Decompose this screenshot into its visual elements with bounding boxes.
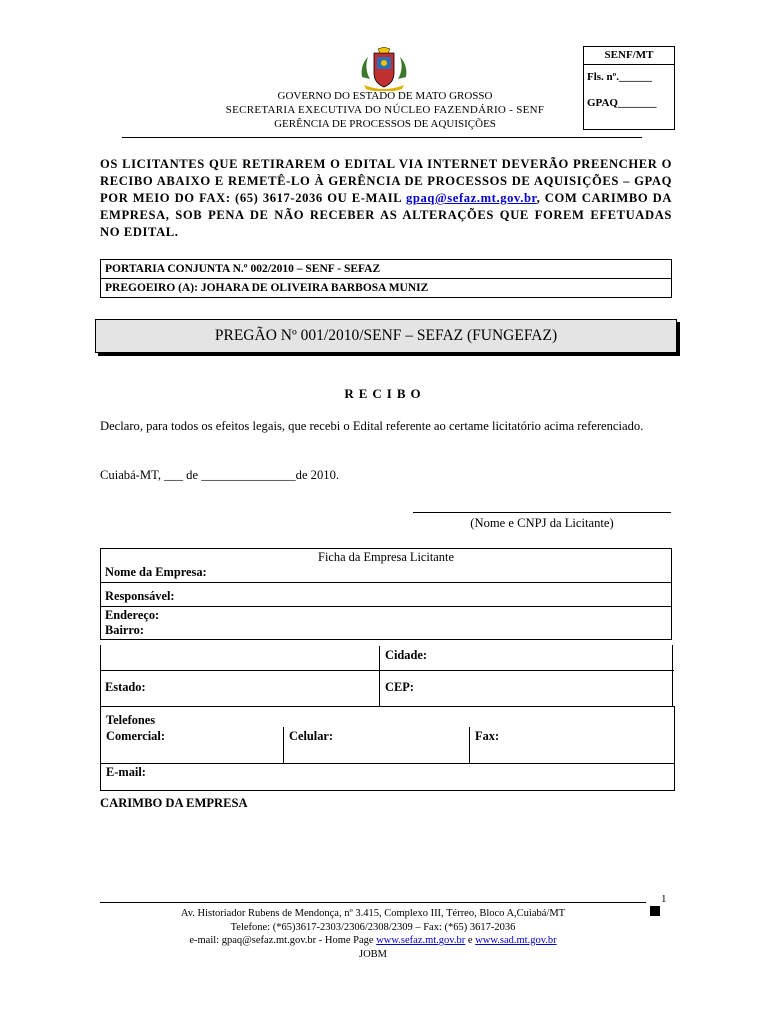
footer-block: [100, 907, 646, 961]
notice-email-link[interactable]: gpaq@sefaz.mt.gov.br: [405, 191, 537, 205]
comercial-label[interactable]: Comercial:: [106, 729, 165, 743]
notice-paragraph: [100, 156, 672, 241]
address-row-line: [100, 670, 674, 671]
endereco-label: Endereço:: [105, 608, 160, 622]
header-secretaria: SECRETARIA EXECUTIVA DO NÚCLEO FAZENDÁRIO - SENF: [225, 104, 545, 116]
portaria-box: [100, 259, 672, 298]
celular-label[interactable]: Celular:: [289, 729, 334, 743]
fls-field: Fls. nº.______: [587, 71, 653, 83]
footer-phones: Telefone: (*65)3617-2303/2306/2308/2309 – Fax: (*65) 3617-2036: [230, 921, 516, 933]
footer-initials: JOBM: [358, 948, 387, 960]
ficha-title-cell: [101, 549, 672, 583]
date-line: Cuiabá-MT, ___ de _______________de 2010.: [100, 468, 340, 482]
address-divider: [379, 646, 380, 706]
coat-of-arms-icon: [358, 47, 410, 91]
tel-divider-2: [469, 727, 470, 763]
endereco-field[interactable]: [101, 607, 672, 640]
address-top: [100, 646, 674, 647]
ficha-empresa-table: [100, 548, 672, 640]
ficha-title: Ficha da Empresa Licitante: [318, 550, 454, 564]
footer-email: e-mail: gpaq@sefaz.mt.gov.br - Home Page: [189, 935, 374, 946]
pregoeiro-line: PREGOEIRO (A): JOHARA DE OLIVEIRA BARBOSA MUNIZ: [101, 278, 671, 297]
notice-text-after: , COM CARIMBO DA EMPRESA, SOB PENA DE NÃO RECEBER AS ALTERAÇÕES QUE FOREM EFETUADAS NO EDITAL.: [100, 191, 673, 239]
senf-title: SENF/MT: [584, 47, 674, 65]
pregao-title: PREGÃO Nº 001/2010/SENF – SEFAZ (FUNGEFAZ): [95, 319, 677, 353]
notice-text: OS LICITANTES QUE RETIRAREM O EDITAL VIA INTERNET DEVERÃO PREENCHER O RECIBO ABAIXO E REMETÊ-LO À GERÊNCIA DE PROCESSOS DE AQUISIÇÕES – GPAQ POR MEIO DO FAX: (65) 3617-2036 OU E-MAIL: [100, 157, 672, 205]
telefones-block: [100, 706, 675, 791]
gpaq-field: GPAQ_______: [587, 97, 657, 109]
nome-empresa-label: Nome da Empresa:: [105, 565, 207, 579]
footer-separator: [100, 902, 646, 903]
estado-label[interactable]: Estado:: [105, 680, 146, 694]
cep-label[interactable]: CEP:: [385, 680, 414, 694]
cidade-label[interactable]: Cidade:: [385, 648, 427, 662]
telefones-label: Telefones: [106, 713, 156, 727]
header-government: GOVERNO DO ESTADO DE MATO GROSSO: [277, 90, 493, 102]
header-gerencia: GERÊNCIA DE PROCESSOS DE AQUISIÇÕES: [274, 118, 496, 130]
footer-and: e: [467, 935, 473, 946]
portaria-line: PORTARIA CONJUNTA N.º 002/2010 – SENF - SEFAZ: [105, 263, 381, 275]
carimbo-label: CARIMBO DA EMPRESA: [100, 796, 248, 810]
address-grid: [100, 646, 674, 706]
email-bottom-line: [101, 790, 674, 791]
tel-divider-1: [283, 727, 284, 763]
address-left-border: [100, 645, 101, 706]
bairro-label: Bairro:: [105, 623, 144, 637]
header-separator: [122, 137, 642, 138]
declaro-paragraph: Declaro, para todos os efeitos legais, que recebi o Edital referente ao certame licitatório acima referenciado.: [100, 419, 644, 433]
fax-label[interactable]: Fax:: [475, 729, 500, 743]
spacer: [101, 640, 672, 641]
address-right-border: [672, 645, 673, 706]
black-square-marker: [650, 906, 660, 916]
responsavel-field[interactable]: Responsável:: [101, 583, 672, 607]
page-number: 1: [661, 893, 667, 905]
footer-address: Av. Historiador Rubens de Mendonça, nº 3.415, Complexo III, Térreo, Bloco A,Cuiabá/MT: [180, 908, 566, 919]
footer-contact: [100, 934, 646, 948]
footer-site-sefaz-link[interactable]: www.sefaz.mt.gov.br: [376, 935, 466, 946]
email-label[interactable]: E-mail:: [106, 765, 146, 779]
signature-caption: (Nome e CNPJ da Licitante): [470, 516, 614, 530]
signature-line: [413, 512, 671, 513]
recibo-title: RECIBO: [344, 386, 426, 401]
footer-site-sad-link[interactable]: www.sad.mt.gov.br: [475, 935, 557, 946]
tel-bottom-line: [101, 763, 674, 764]
